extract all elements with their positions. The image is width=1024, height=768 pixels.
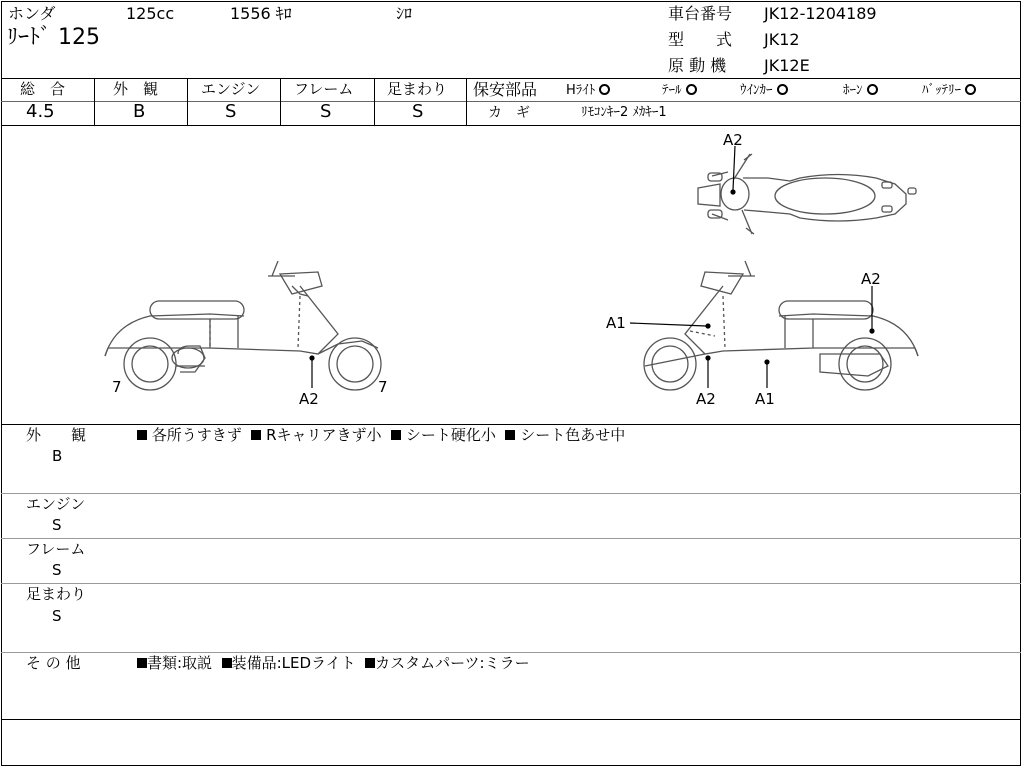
bullet-square-icon xyxy=(391,430,401,440)
divider xyxy=(466,78,467,125)
note-item: 各所うすきず xyxy=(151,426,242,444)
note-grade-exterior: B xyxy=(52,447,63,465)
rating-label-exterior: 外 観 xyxy=(113,80,159,98)
note-label-suspension: 足まわり xyxy=(26,585,87,603)
divider xyxy=(1,78,1021,79)
diagram-label-left-a2: A2 xyxy=(299,390,319,408)
divider xyxy=(1,652,1021,653)
bullet-square-icon xyxy=(251,430,261,440)
engine-label: 原 動 機 xyxy=(668,56,727,75)
ok-circle-icon xyxy=(965,84,976,95)
divider xyxy=(1,538,1021,539)
maker: ホンダ xyxy=(8,4,56,23)
note-grade-suspension: S xyxy=(52,607,62,625)
safety-item xyxy=(662,84,697,97)
scooter-left-view xyxy=(105,261,381,390)
color: ｼﾛ xyxy=(396,4,413,23)
diagram-label-top-a2: A2 xyxy=(723,131,743,149)
bullet-square-icon xyxy=(505,430,515,440)
rating-label-overall: 総 合 xyxy=(20,80,66,98)
note-item: 書類:取説 xyxy=(147,654,213,672)
note-items-other xyxy=(137,656,530,671)
safety-item xyxy=(740,84,788,97)
displacement: 125cc xyxy=(126,4,175,23)
diagram-label-right-a2-bottom: A2 xyxy=(696,390,716,408)
safety-item-tail: ﾃｰﾙ xyxy=(662,83,682,98)
note-grade-frame: S xyxy=(52,561,62,579)
rating-label-engine: エンジン xyxy=(201,80,261,98)
ok-circle-icon xyxy=(599,84,610,95)
safety-item-headlight: Hﾗｲﾄ xyxy=(566,83,596,98)
note-item: Rキャリアきず小 xyxy=(266,426,382,444)
note-label-exterior: 外 観 xyxy=(26,426,87,444)
diagram-label-left-7a: 7 xyxy=(112,378,122,396)
safety-item xyxy=(922,84,976,97)
ok-circle-icon xyxy=(777,84,788,95)
model-name: ﾘｰﾄﾞ 125 xyxy=(7,25,100,50)
divider xyxy=(187,78,188,125)
safety-item-winker: ｳｲﾝｶｰ xyxy=(740,83,773,98)
note-item: シート色あせ中 xyxy=(520,426,626,444)
mileage: 1556 ｷﾛ xyxy=(230,4,292,23)
safety-item-horn: ﾎｰﾝ xyxy=(843,83,863,98)
diagram-label-left-7b: 7 xyxy=(378,378,388,396)
divider xyxy=(280,78,281,125)
safety-label: 保安部品 xyxy=(473,80,538,99)
rating-value-overall: 4.5 xyxy=(26,101,55,122)
note-item: カスタムパーツ:ミラー xyxy=(375,654,530,672)
scooter-top-view xyxy=(698,154,916,234)
note-label-engine: エンジン xyxy=(26,495,86,513)
bullet-square-icon xyxy=(137,658,147,668)
key-value: ﾘﾓｺﾝｷｰ2 ﾒｶｷｰ1 xyxy=(581,105,667,120)
divider xyxy=(94,78,95,125)
rating-label-frame: フレーム xyxy=(294,80,354,98)
ok-circle-icon xyxy=(867,84,878,95)
bullet-square-icon xyxy=(365,658,375,668)
type-value: JK12 xyxy=(764,30,800,49)
key-label: カ ギ xyxy=(488,105,530,121)
diagram-label-right-a2-top: A2 xyxy=(861,270,881,288)
divider xyxy=(1,424,1021,425)
frame-no-label: 車台番号 xyxy=(668,4,733,23)
ok-circle-icon xyxy=(686,84,697,95)
rating-value-engine: S xyxy=(225,101,237,122)
note-label-frame: フレーム xyxy=(26,540,86,558)
rating-value-suspension: S xyxy=(412,101,424,122)
safety-item-battery: ﾊﾞｯﾃﾘｰ xyxy=(922,83,961,98)
rating-value-exterior: B xyxy=(133,101,146,122)
type-label: 型 式 xyxy=(668,30,733,49)
safety-item xyxy=(566,84,610,97)
rating-label-suspension: 足まわり xyxy=(387,80,448,98)
bullet-square-icon xyxy=(222,658,232,668)
rating-value-frame: S xyxy=(320,101,332,122)
divider xyxy=(374,78,375,125)
note-items-exterior xyxy=(137,428,625,443)
note-item: 装備品:LEDライト xyxy=(231,654,356,672)
safety-item xyxy=(843,84,878,97)
note-grade-engine: S xyxy=(52,516,62,534)
engine-value: JK12E xyxy=(764,56,810,75)
diagram-label-right-a1-bottom: A1 xyxy=(755,390,775,408)
divider xyxy=(467,101,1021,102)
divider xyxy=(1,493,1021,494)
frame-no: JK12-1204189 xyxy=(764,4,877,23)
divider xyxy=(1,583,1021,584)
note-label-other: そ の 他 xyxy=(26,654,81,672)
note-item: シート硬化小 xyxy=(405,426,496,444)
diagram-label-right-a1: A1 xyxy=(606,314,626,332)
bullet-square-icon xyxy=(137,430,147,440)
divider xyxy=(1,719,1021,720)
